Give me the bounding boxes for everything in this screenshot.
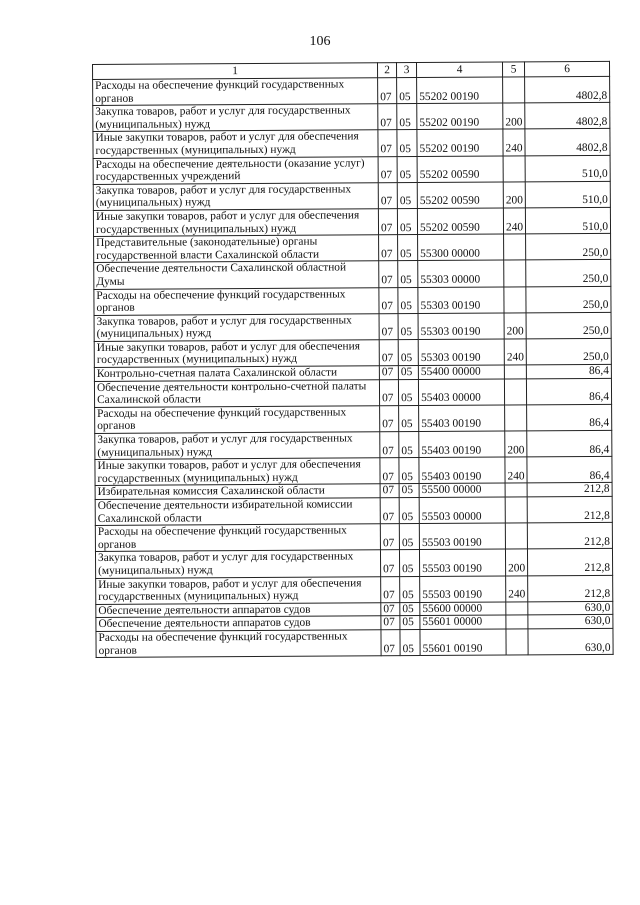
row-subsection: 05 [398, 366, 418, 380]
row-target-code: 55300 00000 [418, 234, 504, 261]
row-amount: 212,8 [527, 496, 612, 523]
row-subsection: 05 [397, 182, 417, 208]
row-section: 07 [381, 630, 400, 656]
row-name: Иные закупки товаров, работ и услуг для обеспечения государственных (муниципальных) нужд [96, 576, 381, 604]
row-expense-type: 200 [504, 313, 526, 339]
row-amount: 86,4 [527, 430, 612, 457]
row-amount: 4802,8 [525, 76, 610, 103]
row-name: Иные закупки товаров, работ и услуг для обеспечения государственных (муниципальных) нужд [93, 209, 378, 237]
row-section: 07 [379, 235, 398, 261]
row-subsection: 05 [400, 629, 420, 655]
column-header: 6 [524, 61, 609, 77]
row-expense-type: 240 [505, 457, 527, 483]
row-expense-type: 200 [503, 103, 525, 129]
row-target-code: 55403 00190 [419, 431, 505, 458]
row-target-code: 55403 00000 [418, 379, 504, 406]
row-expense-type: 240 [504, 339, 526, 365]
row-amount: 630,0 [528, 628, 613, 655]
row-name: Расходы на обеспечение функций государственных органов [95, 406, 380, 434]
row-subsection: 05 [398, 339, 418, 365]
budget-table [92, 61, 614, 658]
row-name: Иные закупки товаров, работ и услуг для обеспечения государственных (муниципальных) нужд [93, 130, 378, 158]
row-expense-type: 200 [505, 549, 527, 575]
row-amount: 510,0 [525, 155, 610, 182]
row-target-code: 55503 00190 [419, 549, 505, 576]
row-subsection: 05 [400, 616, 420, 630]
row-name: Обеспечение деятельности контрольно-счетной палаты Сахалинской области [94, 379, 379, 407]
row-amount: 212,8 [527, 523, 612, 550]
row-target-code: 55601 00000 [420, 615, 506, 629]
table-row [95, 457, 612, 486]
row-subsection: 05 [399, 498, 419, 524]
row-expense-type [506, 629, 528, 655]
row-section: 07 [379, 287, 398, 313]
row-name: Закупка товаров, работ и услуг для государственных (муниципальных) нужд [93, 183, 378, 211]
row-subsection: 05 [399, 550, 419, 576]
row-subsection: 05 [398, 313, 418, 339]
row-name: Обеспечение деятельности аппаратов судов [96, 616, 381, 631]
table-row [94, 233, 611, 262]
table-row [93, 103, 610, 132]
row-subsection: 05 [400, 602, 420, 616]
row-name: Закупка товаров, работ и услуг для государственных (муниципальных) нужд [95, 432, 380, 460]
row-name: Закупка товаров, работ и услуг для государственных (муниципальных) нужд [93, 104, 378, 132]
row-amount: 86,4 [526, 378, 611, 405]
row-expense-type: 200 [503, 182, 525, 208]
table-row [93, 155, 610, 184]
table-row [95, 496, 612, 525]
row-target-code: 55303 00190 [418, 339, 504, 366]
row-expense-type: 240 [503, 208, 525, 234]
row-name: Закупка товаров, работ и услуг для государственных (муниципальных) нужд [94, 313, 379, 341]
row-name: Иные закупки товаров, работ и услуг для обеспечения государственных (муниципальных) нужд [95, 458, 380, 486]
row-name: Представительные (законодательные) органы государственной власти Сахалинской области [94, 235, 379, 263]
row-section: 07 [379, 261, 398, 287]
row-expense-type: 200 [505, 431, 527, 457]
row-name: Расходы на обеспечение деятельности (оказание услуг) государственных учреждений [93, 156, 378, 184]
row-subsection: 05 [398, 379, 418, 405]
row-expense-type [506, 615, 528, 629]
row-name: Расходы на обеспечение функций государственных органов [95, 524, 380, 552]
row-target-code: 55503 00190 [419, 523, 505, 550]
row-expense-type [504, 260, 526, 286]
row-section: 07 [378, 104, 397, 130]
row-amount: 4802,8 [525, 129, 610, 156]
row-amount: 212,8 [527, 549, 612, 576]
row-expense-type [503, 77, 525, 103]
row-amount: 510,0 [525, 181, 610, 208]
table-row [95, 430, 612, 459]
row-amount: 630,0 [528, 615, 613, 629]
row-expense-type [503, 155, 525, 181]
table-row [95, 404, 612, 433]
row-name: Иные закупки товаров, работ и услуг для обеспечения государственных (муниципальных) нужд [94, 340, 379, 368]
column-header: 4 [416, 62, 502, 78]
row-section: 07 [378, 130, 397, 156]
row-name: Обеспечение деятельности Сахалинской областной Думы [94, 261, 379, 289]
row-target-code: 55503 00000 [419, 497, 505, 524]
row-subsection: 05 [399, 432, 419, 458]
row-expense-type [504, 365, 526, 379]
row-section: 07 [379, 366, 398, 380]
row-amount: 212,8 [528, 575, 613, 602]
row-subsection: 05 [399, 484, 419, 498]
row-target-code: 55400 00000 [418, 365, 504, 379]
row-subsection: 05 [399, 458, 419, 484]
table-row [93, 181, 610, 210]
row-name: Закупка товаров, работ и услуг для государственных (муниципальных) нужд [95, 550, 380, 578]
row-target-code: 55403 00190 [419, 405, 505, 432]
row-subsection: 05 [398, 261, 418, 287]
row-expense-type [505, 497, 527, 523]
row-amount: 4802,8 [525, 103, 610, 130]
row-expense-type: 240 [503, 129, 525, 155]
row-section: 07 [378, 156, 397, 182]
row-subsection: 05 [400, 576, 420, 602]
row-section: 07 [380, 550, 399, 576]
row-section: 07 [378, 209, 397, 235]
row-amount: 250,0 [526, 312, 611, 339]
row-target-code: 55500 00000 [419, 483, 505, 497]
table-row [95, 523, 612, 552]
column-header: 2 [377, 63, 396, 78]
row-section: 07 [381, 616, 400, 630]
row-target-code: 55600 00000 [420, 602, 506, 616]
row-section: 07 [380, 524, 399, 550]
row-subsection: 05 [397, 78, 417, 104]
row-amount: 250,0 [526, 286, 611, 313]
table-row [94, 286, 611, 315]
row-subsection: 05 [399, 405, 419, 431]
row-amount: 86,4 [527, 457, 612, 484]
row-target-code: 55403 00190 [419, 457, 505, 484]
row-target-code: 55303 00190 [418, 286, 504, 313]
row-target-code: 55202 00590 [417, 208, 503, 235]
row-target-code: 55202 00590 [417, 156, 503, 183]
row-target-code: 55202 00190 [417, 103, 503, 130]
table-row [94, 378, 611, 407]
row-amount: 212,8 [527, 483, 612, 497]
row-target-code: 55601 00190 [420, 629, 506, 656]
row-name: Расходы на обеспечение функций государственных органов [94, 287, 379, 315]
row-amount: 250,0 [526, 260, 611, 287]
table-row [94, 260, 611, 289]
row-expense-type [506, 602, 528, 616]
row-amount: 510,0 [525, 207, 610, 234]
row-name: Расходы на обеспечение функций государственных органов [93, 78, 378, 106]
row-expense-type [504, 286, 526, 312]
row-amount: 86,4 [526, 364, 611, 378]
row-section: 07 [380, 405, 399, 431]
row-expense-type [504, 234, 526, 260]
row-subsection: 05 [398, 235, 418, 261]
row-subsection: 05 [397, 156, 417, 182]
row-target-code: 55202 00590 [417, 182, 503, 209]
row-subsection: 05 [399, 524, 419, 550]
row-target-code: 55202 00190 [417, 77, 503, 104]
row-subsection: 05 [398, 287, 418, 313]
row-expense-type: 240 [506, 575, 528, 601]
table-row [94, 312, 611, 341]
row-name: Расходы на обеспечение функций государственных органов [96, 630, 381, 658]
row-section: 07 [379, 340, 398, 366]
table-row [93, 207, 610, 236]
row-name: Обеспечение деятельности аппаратов судов [96, 602, 381, 617]
row-section: 07 [381, 602, 400, 616]
row-expense-type [505, 483, 527, 497]
page-number: 106 [309, 34, 331, 49]
table-row [93, 129, 610, 158]
column-header: 3 [396, 63, 416, 78]
row-section: 07 [380, 498, 399, 524]
column-header: 5 [502, 62, 524, 77]
row-target-code: 55303 00000 [418, 260, 504, 287]
table-row [93, 76, 610, 105]
row-target-code: 55202 00190 [417, 129, 503, 156]
table-row [96, 575, 613, 604]
row-section: 07 [380, 432, 399, 458]
table-row [96, 628, 613, 657]
row-expense-type [505, 523, 527, 549]
row-subsection: 05 [397, 130, 417, 156]
table-row [94, 338, 611, 367]
row-section: 07 [378, 182, 397, 208]
row-section: 07 [381, 576, 400, 602]
row-amount: 250,0 [526, 233, 611, 260]
row-amount: 630,0 [528, 601, 613, 615]
row-subsection: 05 [397, 104, 417, 130]
row-section: 07 [379, 313, 398, 339]
row-target-code: 55303 00190 [418, 313, 504, 340]
row-section: 07 [378, 78, 397, 104]
row-expense-type [505, 405, 527, 431]
row-amount: 86,4 [527, 404, 612, 431]
row-amount: 250,0 [526, 338, 611, 365]
row-section: 07 [380, 484, 399, 498]
table-row [95, 549, 612, 578]
row-section: 07 [379, 379, 398, 405]
row-name: Обеспечение деятельности избирательной комиссии Сахалинской области [95, 498, 380, 526]
row-section: 07 [380, 458, 399, 484]
row-subsection: 05 [397, 208, 417, 234]
row-name: Контрольно-счетная палата Сахалинской области [94, 366, 379, 381]
row-target-code: 55503 00190 [420, 576, 506, 603]
column-header: 1 [93, 63, 378, 80]
row-name: Избирательная комиссия Сахалинской области [95, 484, 380, 499]
row-expense-type [504, 379, 526, 405]
